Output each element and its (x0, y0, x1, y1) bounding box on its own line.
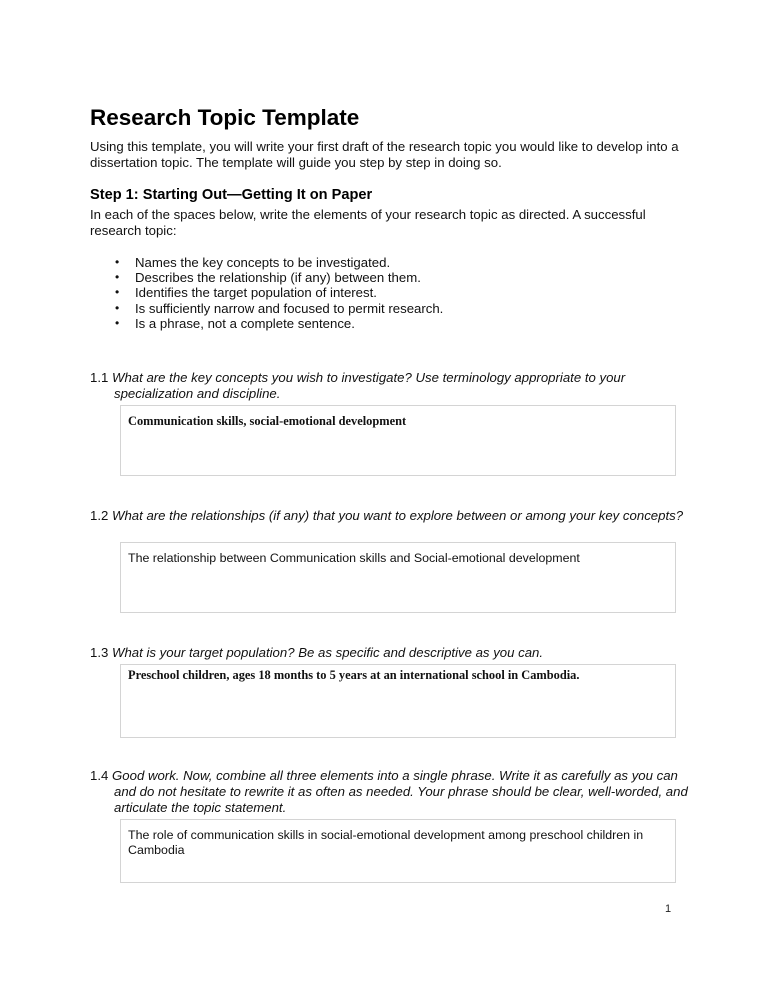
answer-box-1-3[interactable] (120, 664, 676, 738)
answer-box-1-4[interactable] (120, 819, 676, 883)
question-number: 1.4 (90, 768, 109, 783)
question-number: 1.1 (90, 370, 109, 385)
step-1-heading: Step 1: Starting Out—Getting It on Paper (90, 187, 373, 203)
criteria-text: Is sufficiently narrow and focused to permit research. (135, 300, 444, 316)
bullet-icon: • (115, 270, 120, 285)
question-1-4 (90, 768, 694, 816)
question-number: 1.2 (90, 508, 109, 523)
criteria-item (90, 301, 443, 316)
answer-text: Preschool children, ages 18 months to 5 years at an international school in Cambodia. (128, 668, 580, 682)
criteria-item (90, 255, 443, 270)
question-1-3 (90, 645, 694, 661)
bullet-icon: • (115, 315, 120, 330)
criteria-list (90, 255, 443, 331)
bullet-icon: • (115, 255, 120, 269)
question-number: 1.3 (90, 645, 109, 660)
answer-text: The relationship between Communication skills and Social-emotional development (128, 551, 580, 565)
step-1-intro: In each of the spaces below, write the elements of your research topic as directed. A successful research topic: (90, 207, 646, 238)
question-1-2 (90, 508, 694, 524)
criteria-text: Is a phrase, not a complete sentence. (135, 315, 355, 331)
document-title: Research Topic Template (90, 105, 360, 130)
criteria-text: Names the key concepts to be investigated. (135, 255, 391, 270)
question-prompt: What is your target population? Be as specific and descriptive as you can. (112, 645, 544, 660)
question-prompt: Good work. Now, combine all three elements into a single phrase. Write it as carefully as you can and do not hesitate to rewrite it as often as needed. Your phrase should be clear, well-worded, and articulate the topic statement. (112, 768, 688, 815)
bullet-icon: • (115, 285, 120, 300)
question-prompt: What are the relationships (if any) that you want to explore between or among your key concepts? (112, 508, 684, 523)
criteria-item (90, 270, 443, 285)
answer-text: Communication skills, social-emotional development (128, 414, 407, 428)
answer-box-1-1[interactable] (120, 405, 676, 476)
bullet-icon: • (115, 300, 120, 315)
criteria-text: Describes the relationship (if any) between them. (135, 270, 421, 286)
criteria-text: Identifies the target population of interest. (135, 285, 377, 301)
criteria-item (90, 285, 443, 300)
answer-text: The role of communication skills in social-emotional development among preschool children in Cambodia (128, 828, 644, 857)
page-number: 1 (665, 903, 672, 915)
question-1-1 (90, 370, 694, 402)
intro-paragraph: Using this template, you will write your first draft of the research topic you would like to develop into a dissertation topic. The template will guide you step by step in doing so. (90, 139, 679, 170)
question-prompt: What are the key concepts you wish to investigate? Use terminology appropriate to your specialization and discipline. (112, 370, 626, 401)
answer-box-1-2[interactable] (120, 542, 676, 613)
criteria-item (90, 316, 443, 331)
